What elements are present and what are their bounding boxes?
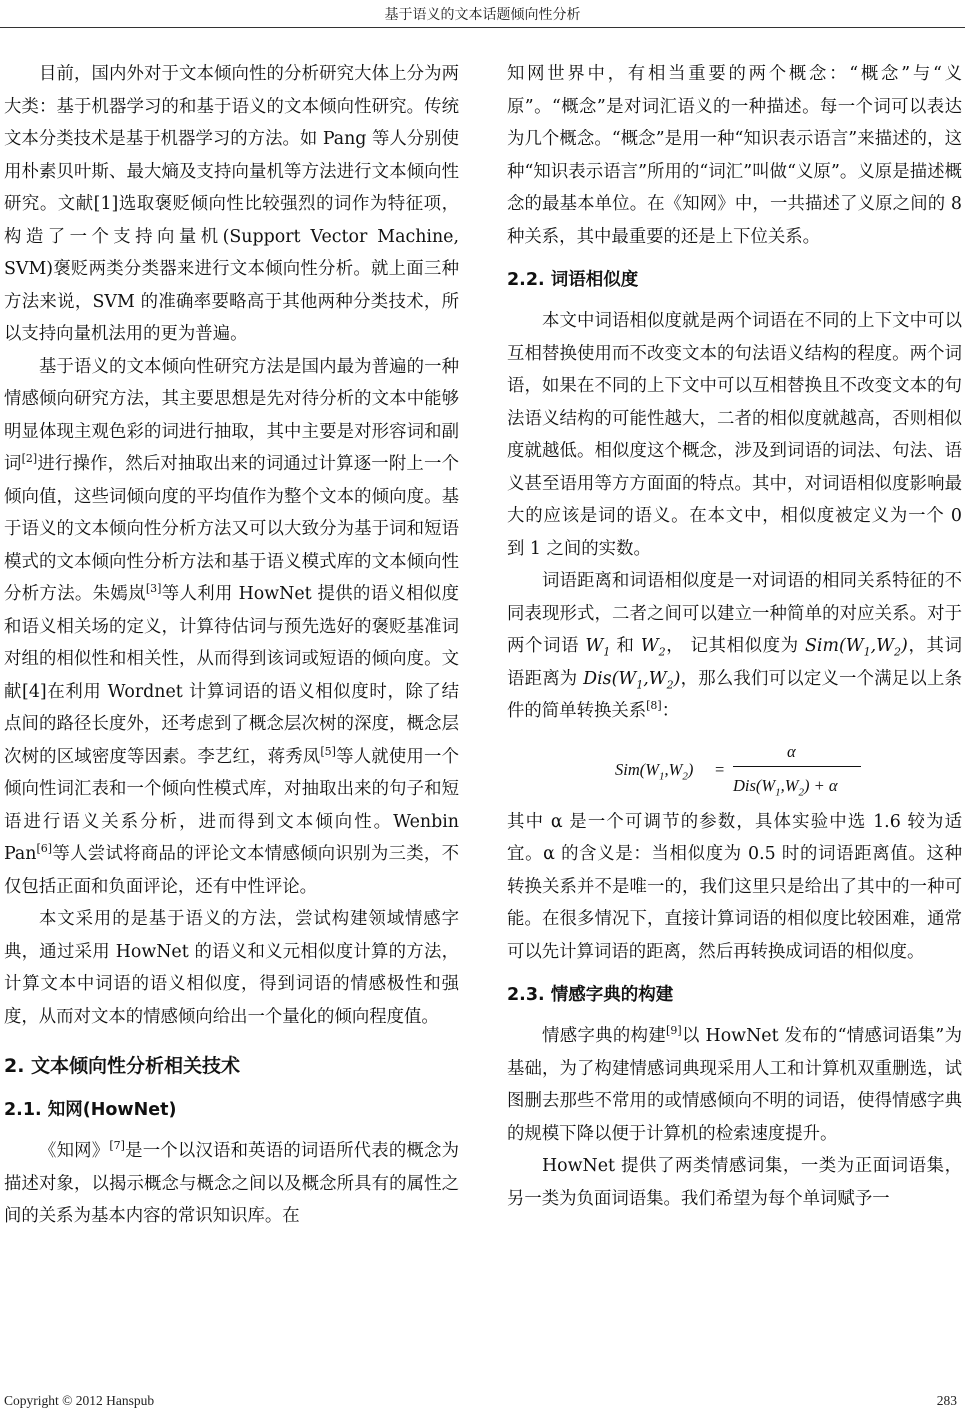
formula-lhs-b: ,W [664, 759, 683, 779]
subsection-heading-2-2: 2.2. 词语相似度 [507, 270, 639, 290]
math-dis-fn: Dis [583, 668, 612, 689]
citation-5: [5] [320, 744, 336, 758]
footer-page-number: 283 [936, 1393, 957, 1408]
math-sim-arg1: (W [838, 636, 864, 656]
paragraph-5-text: 知网世界中，有相当重要的两个概念：“概念”与“义原”。“概念”是对词汇语义的一种描述。每一个词可以表达为几个概念。“概念”是用一种“知识表示语言”来描述的，这种“知识表示语言”所用的“词汇”叫做“义原”。义原是描述概念的最基本单位。在《知网》中，一共描述了义原之间的 8 种关系，其中最重要的还是上下位关系。 [507, 64, 962, 247]
header-rule [0, 27, 965, 28]
footer-copyright: Copyright © 2012 Hanspub [4, 1393, 155, 1408]
math-sim-sub1: 1 [863, 645, 871, 659]
formula-den-sub1: 1 [775, 785, 781, 798]
left-column [4, 58, 459, 1233]
formula-den-a: Dis(W [733, 775, 776, 795]
math-w2-var: W [640, 636, 659, 656]
math-dis-arg1: (W [611, 668, 637, 689]
paragraph-7-text-e: ： [661, 701, 680, 721]
formula-lhs-sub2: 2 [682, 769, 688, 782]
citation-9: [9] [666, 1024, 682, 1038]
math-w1-var: W [585, 636, 604, 656]
paragraph-2-text-e: 等人尝试将商品的评论文本情感倾向识别为三类，不仅包括正面和负面评论，还有中性评论。 [4, 844, 459, 897]
math-sim [805, 636, 908, 659]
paragraph-2-text-c: 等人利用 HowNet 提供的语义相似度和语义相关场的定义，计算待估词与预先选好的褒贬基准词对组的相似性和相关性，从而得到该词或短语的倾向度。文献[4]在利用 Wordnet 计算词语的语义相似度时，除了结点间的路径长度外，还考虑到了概念层次树的深度，概念层次树的区域密度等因素。李艺红，蒋秀凤 [4, 584, 459, 767]
citation-3: [3] [145, 582, 162, 596]
math-w1-sub: 1 [603, 645, 611, 659]
paragraph-9-text-a: 情感字典的构建 [542, 1026, 667, 1046]
similarity-formula [507, 734, 962, 798]
paragraph-6 [507, 305, 962, 565]
paragraph-7-text-a: 词语距离和词语相似度是一对词语的相同关系特征的不同表现形式，二者之间可以建立一种简单的对应关系。对于两个词语 [507, 571, 962, 656]
paragraph-5 [507, 58, 962, 253]
paragraph-2 [4, 351, 459, 904]
paragraph-2-text-d: 等人就使用一个倾向性词汇表和一个倾向性模式库，对抽取出来的句子和短语进行语义关系分析，进而得到文本倾向性。Wenbin Pan [4, 746, 459, 864]
paragraph-3-text: 本文采用的是基于语义的方法，尝试构建领域情感字典，通过采用 HowNet 的语义和义元相似度计算的方法，计算文本中词语的语义相似度，得到词语的情感极性和强度，从而对文本的情感倾向给出一个量化的倾向程度值。 [4, 909, 459, 1027]
subsection-heading-2-1: 2.1. 知网(HowNet) [4, 1100, 177, 1120]
subsection-heading-2-3: 2.3. 情感字典的构建 [507, 985, 674, 1005]
right-column [507, 58, 962, 1215]
paragraph-4-text-a: 《知网》 [39, 1141, 110, 1161]
paragraph-4-text-b: 是一个以汉语和英语的词语所代表的概念为描述对象，以揭示概念与概念之间以及概念所具有的属性之间的关系为基本内容的常识知识库。在 [4, 1141, 459, 1226]
formula-numerator: α [787, 741, 796, 761]
paragraph-4 [4, 1135, 459, 1233]
paragraph-7-and: 和 [610, 636, 641, 656]
paragraph-7-text-d: ，那么我们可以定义一个满足以上条件的简单转换关系 [507, 668, 962, 721]
math-sim-arg2: ,W [870, 636, 895, 656]
formula-lhs-c: ) [687, 759, 694, 779]
math-dis-sub2: 2 [666, 677, 674, 691]
paragraph-1-text: 目前，国内外对于文本倾向性的分析研究大体上分为两大类：基于机器学习的和基于语义的文本倾向性研究。传统文本分类技术是基于机器学习的方法。如 Pang 等人分别使用朴素贝叶斯、最大熵及支持向量机等方法进行文本倾向性研究。文献[1]选取褒贬倾向性比较强烈的词作为特征项，构造了一个支持向量机(Support Vector Machine, SVM)褒贬两类分类器来进行文本倾向性分析。就上面三种方法来说，SVM 的准确率要略高于其他两种分类技术，所以支持向量机法用的更为普遍。 [4, 64, 459, 344]
paragraph-2-text-a: 基于语义的文本倾向性研究方法是国内最为普遍的一种情感倾向研究方法，其主要思想是先对待分析的文本中能够明显体现主观色彩的词进行抽取，其中主要是对形容词和副词 [4, 356, 459, 474]
paragraph-10 [507, 1150, 962, 1215]
formula-lhs-sub1: 1 [659, 769, 665, 782]
paragraph-6-text: 本文中词语相似度就是两个词语在不同的上下文中可以互相替换使用而不改变文本的句法语义结构的程度。两个词语，如果在不同的上下文中可以互相替换且不改变文本的句法语义结构的可能性越大，二者的相似度就越高，否则相似度就越低。相似度这个概念，涉及到词语的词法、句法、语义甚至语用等方方面面的特点。其中，对词语相似度影响最大的应该是词的语义。在本文中，相似度被定义为一个 0 到 1 之间的实数。 [507, 311, 962, 559]
paragraph-7 [507, 565, 962, 728]
citation-6: [6] [36, 842, 53, 856]
formula-equals: = [715, 759, 725, 779]
math-dis-sub1: 1 [636, 677, 644, 691]
math-w2 [640, 636, 666, 659]
formula-lhs-a: Sim(W [615, 759, 659, 779]
math-w2-sub: 2 [658, 645, 666, 659]
citation-2: [2] [21, 452, 38, 466]
formula-den-c: ) + α [804, 775, 838, 795]
formula-denominator [733, 770, 838, 803]
paragraph-3 [4, 903, 459, 1033]
paragraph-9-text-b: 以 HowNet 发布的“情感词语集”为基础，为了构建情感词典现采用人工和计算机双重删选，试图删去那些不常用的或情感倾向不明的词语，使得情感字典的规模下降以便于计算机的检索速度提升。 [507, 1026, 962, 1144]
math-dis-close: ) [673, 668, 681, 689]
paragraph-2-text-b: 进行操作，然后对抽取出来的词通过计算逐一附上一个倾向值，这些词倾向度的平均值作为整个文本的倾向度。基于语义的文本倾向性分析方法又可以大致分为基于词和短语模式的文本倾向性分析方法和基于语义模式库的文本倾向性分析方法。朱嫣岚 [4, 454, 459, 604]
running-header: 基于语义的文本话题倾向性分析 [384, 7, 581, 23]
math-w1 [585, 636, 611, 659]
formula-den-sub2: 2 [798, 785, 805, 798]
math-sim-close: ) [901, 636, 908, 656]
math-sim-sub2: 2 [894, 645, 902, 659]
paragraph-9 [507, 1020, 962, 1150]
paragraph-10-text: HowNet 提供了两类情感词集，一类为正面词语集，另一类为负面词语集。我们希望为每个单词赋予一 [507, 1156, 962, 1209]
formula-den-b: ,W [780, 775, 799, 795]
math-dis [583, 669, 680, 689]
formula-lhs [615, 754, 693, 787]
formula-fraction-bar [733, 766, 861, 767]
paragraph-7-text-b: ， 记其相似度为 [665, 636, 805, 656]
section-heading-2: 2. 文本倾向性分析相关技术 [4, 1055, 241, 1077]
paragraph-1 [4, 58, 459, 351]
citation-7: [7] [109, 1139, 125, 1153]
paragraph-7-text-c: ，其词语距离为 [507, 636, 962, 689]
paragraph-8 [507, 806, 962, 969]
citation-8: [8] [646, 699, 662, 713]
paragraph-8-text: 其中 α 是一个可调节的参数，具体实验中选 1.6 较为适宜。α 的含义是：当相似度为 0.5 时的词语距离值。这种转换关系并不是唯一的，我们这里只是给出了其中的一种可能。在很多情况下，直接计算词语的相似度比较困难，通常可以先计算词语的距离，然后再转换成词语的相似度。 [507, 811, 962, 962]
math-dis-arg2: ,W [643, 668, 667, 689]
math-sim-fn: Sim [805, 636, 839, 656]
